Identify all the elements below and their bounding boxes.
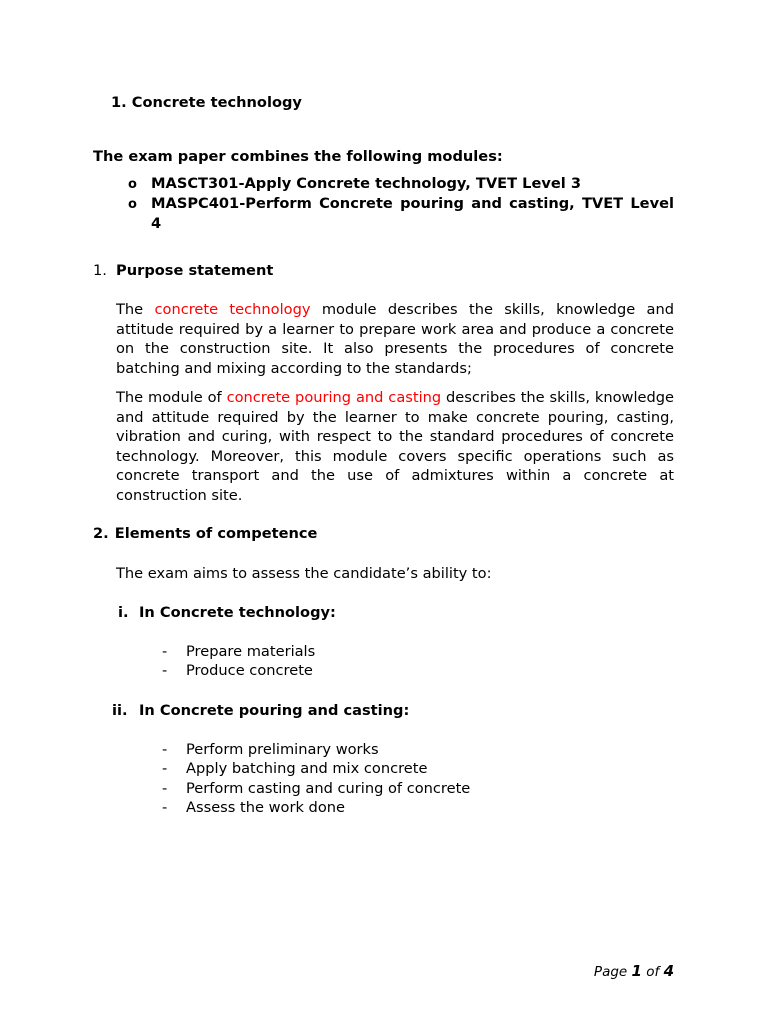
purpose-para2-text-rest: describes the skills, knowledge and attitude required by the learner to make concrete pouring, casting, vibration and curing, with respect to the standard procedures of concrete technology. Moreover, this module covers specific operations such as concrete transport and the use of admixtures within a concrete at construction site. [116, 389, 674, 504]
footer-current-page: 1 [631, 962, 642, 980]
section-number: 1. [111, 94, 127, 111]
page-footer [594, 962, 674, 980]
section-title: Concrete technology [131, 94, 302, 111]
competence-heading [93, 525, 317, 542]
competence-number: 2. [93, 525, 109, 542]
purpose-para1-text-rest: module describes the skills, knowledge and attitude required by a learner to prepare work area and produce a concrete on the construction site. It also presents the procedures of concrete batching and mixing according to the standards; [116, 301, 674, 377]
competence-title: Elements of competence [114, 525, 318, 542]
competence-item: Perform casting and curing of concrete [186, 780, 471, 797]
purpose-title: Purpose statement [116, 262, 274, 279]
dash-bullet-icon: - [162, 760, 168, 777]
group-numeral: i. [118, 604, 129, 621]
purpose-para2-text: The module of [116, 389, 227, 406]
dash-bullet-icon: - [162, 799, 168, 816]
group-numeral: ii. [112, 702, 128, 719]
footer-page-word: Page [593, 964, 628, 980]
purpose-para2-highlight: concrete pouring and casting [226, 389, 442, 406]
group-title: In Concrete technology: [139, 604, 336, 621]
module-item: MASCT301-Apply Concrete technology, TVET Level 3 [151, 175, 582, 192]
purpose-paragraph-2 [116, 388, 674, 506]
dash-bullet-icon: - [162, 741, 168, 758]
competence-item: Prepare materials [186, 643, 316, 660]
footer-total-pages: 4 [663, 962, 674, 980]
purpose-number: 1. [93, 262, 107, 279]
module-bullet-icon: o [128, 197, 137, 212]
section-heading [111, 94, 302, 111]
module-item: MASPC401-Perform Concrete pouring and casting, TVET Level 4 [151, 195, 674, 232]
group-title: In Concrete pouring and casting: [139, 702, 410, 719]
purpose-para1-highlight: concrete technology [154, 301, 311, 318]
competence-item: Produce concrete [186, 662, 313, 679]
purpose-para1-text: The [116, 301, 155, 318]
dash-bullet-icon: - [162, 643, 168, 660]
dash-bullet-icon: - [162, 780, 168, 797]
competence-lead: The exam aims to assess the candidate’s ability to: [116, 565, 492, 582]
competence-item: Apply batching and mix concrete [186, 760, 428, 777]
intro-lead: The exam paper combines the following modules: [93, 148, 503, 165]
module-bullet-icon: o [128, 177, 137, 192]
footer-of-word: of [646, 964, 660, 980]
competence-item: Perform preliminary works [186, 741, 379, 758]
purpose-heading [93, 262, 273, 279]
purpose-paragraph-1 [116, 300, 674, 378]
competence-item: Assess the work done [186, 799, 345, 816]
dash-bullet-icon: - [162, 662, 168, 679]
